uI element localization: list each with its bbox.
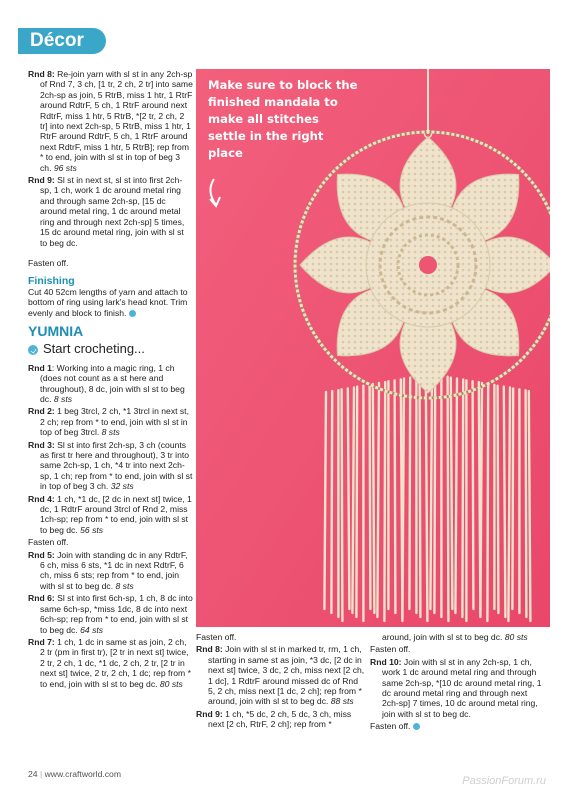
- fasten-off-text-4: Fasten off.: [370, 644, 411, 655]
- fringe-strand: [331, 391, 332, 613]
- round-7-instruction: Rnd 7: 1 ch, 1 dc in same st as join, 2 ch, 2 tr (pm in first tr), [2 tr in next st] twice, 2 tr, 2 ch, 1 dc, *1 dc, 2 ch, 2 tr, [2 tr in next st] twice, 2 tr, 2 ch, 1 dc; rep from * to end, join with sl st to beg dc. 80 sts: [28, 636, 191, 689]
- finishing-heading: Finishing: [28, 275, 75, 288]
- round-6-instruction: Rnd 6: Sl st into first 6ch-sp, 1 ch, 8 dc into same 6ch-sp, *miss 1dc, 8 dc into next 6ch-sp; rep from * to end, join with sl st to beg dc. 64 sts: [28, 593, 193, 635]
- round-1-instruction: Rnd 1: Working into a magic ring, 1 ch (does not count as a st here and throughout), 8 dc, join with sl st to beg dc. 8 sts: [28, 362, 185, 404]
- fringe-strand: [342, 389, 343, 621]
- fringe-strand: [356, 387, 357, 617]
- start-crocheting-heading: Start crocheting...: [28, 344, 193, 354]
- round-9-instruction: Rnd 9: Sl st in next st, sl st into first 2ch-sp, 1 ch, work 1 dc around metal ring and through same 2ch-sp, [15 dc around metal ring, 1 dc around metal ring and through next 2ch-sp] 5 times, 15 dc around metal ring, join with sl st to beg dc.: [28, 175, 185, 248]
- page-footer: 24 | www.craftworld.com: [28, 769, 121, 779]
- fringe-strand: [487, 384, 488, 621]
- round-2-instruction: Rnd 2: 1 beg 3trcl, 2 ch, *1 3trcl in next st, 2 ch; rep from * to end, join with sl st in top of beg 3trcl. 8 sts: [28, 406, 189, 438]
- left-column: [28, 69, 193, 691]
- fringe-strand: [434, 375, 435, 613]
- fasten-off-text-3: Fasten off.: [196, 632, 237, 642]
- section-tab: [18, 28, 106, 54]
- fringe-strand: [448, 377, 449, 621]
- fringe-strand: [402, 379, 404, 622]
- fringe-strand: [352, 388, 354, 614]
- fringe-strand: [377, 383, 379, 617]
- round-10-instruction: Rnd 10: Join with sl st in any 2ch-sp, 1 ch, work 1 dc around metal ring and through same 2ch-sp, *[10 dc around metal ring, 1 dc around metal ring and through next 2ch-sp] 7 times, 10 dc around metal ring, join with sl st to beg dc.: [370, 656, 542, 719]
- fringe-strand: [504, 387, 506, 617]
- fringe-strand: [409, 378, 410, 609]
- right-column: [370, 632, 542, 734]
- watermark: PassionForum.ru: [462, 775, 546, 787]
- website-link[interactable]: www.craftworld.com: [44, 769, 121, 779]
- fringe-strand: [498, 386, 499, 613]
- section-title: Décor: [30, 30, 84, 51]
- fringe-strand: [324, 392, 326, 609]
- dreamcatcher-photo: [196, 69, 550, 627]
- fringe-strand: [384, 382, 385, 621]
- fringe-strand: [451, 378, 453, 609]
- end-mark-icon-2: [413, 723, 420, 730]
- final-fasten-off: Fasten off.: [370, 721, 542, 731]
- fringe-strand: [480, 383, 482, 617]
- end-mark-icon: [129, 310, 136, 317]
- fringe-strand: [529, 391, 531, 621]
- fringe-strand: [462, 379, 463, 617]
- fringe-strand: [526, 390, 527, 617]
- finishing-text: Cut 40 52cm lengths of yarn and attach to bottom of ring using lark's head knot. Trim evenly and block to finish.: [28, 286, 188, 318]
- fringe-strand: [426, 375, 428, 621]
- round-9-continuation: around, join with sl st to beg dc. 80 sts: [382, 632, 528, 642]
- round-8-instruction-b: Rnd 8: Join with sl st in marked tr, rm, 1 ch, starting in same st as join, *3 dc, [2 dc in next st] twice, 3 dc, 2 ch, miss next [2 ch, 1 dc], 1 RdtrF around missed dc of Rnd 5, 2 ch, miss next [1 dc, 2 ch]; rep from * around, join with sl st to beg dc. 88 sts: [196, 644, 365, 707]
- round-3-instruction: Rnd 3: Sl st into first 2ch-sp, 3 ch (counts as first tr here and throughout), 3 tr into same 2ch-sp, 1 ch, *4 tr into next 2ch-sp, 1 ch; rep from * to end, join with sl st in top of beg 3 ch. 32 sts: [28, 439, 193, 492]
- fringe-strand: [373, 384, 375, 613]
- round-5-instruction: Rnd 5: Join with standing dc in any RdtrF, 6 ch, miss 6 sts, *1 dc in next RdtrF, 6 ch, miss 6 sts; rep from * to end, join with sl st to beg dc. 8 sts: [28, 549, 188, 591]
- round-9-instruction-b: Rnd 9: 1 ch, *5 dc, 2 ch, 5 dc, 3 ch, miss next [2 ch, RtrF, 2 ch]; rep from *: [196, 708, 352, 730]
- fringe-strand: [512, 388, 513, 609]
- fringe-strand: [370, 385, 371, 609]
- photo-caption: Make sure to block the finished mandala to make all stitches settle in the right place: [208, 78, 358, 160]
- fasten-off-text-2: Fasten off.: [28, 537, 69, 548]
- round-8-instruction: Rnd 8: Re-join yarn with sl st in any 2ch-sp of Rnd 7, 3 ch, [1 tr, 2 ch, 2 tr] into same 2ch-sp as join, 5 RtrB, miss 1 htr, 1 RtrF around RdtrF, 5 ch, 1 RtrF around next RdtrF, miss 1 htr, 5 RtrB, *[2 tr, 2 ch, 2 tr] into next 2ch-sp, 5 RtrB, miss 1 htr, 1 RtrF around RdtrF, 5 ch, 1 RtrF around next RdtrF, miss 1 htr, 5 RtrB]; rep from * to end, join with sl st in top of beg 3 ch. 96 sts: [28, 69, 193, 173]
- middle-column: [196, 632, 366, 732]
- check-circle-icon: [28, 345, 38, 355]
- pattern-heading: YUMNIA: [28, 322, 84, 339]
- fringe-strand: [395, 380, 396, 613]
- fasten-off-text: Fasten off.: [28, 257, 69, 268]
- round-4-instruction: Rnd 4: 1 ch, *1 dc, [2 dc in next st] twice, 1 dc, 1 RdtrF around 3trcl of Rnd 2, miss 1ch-sp; rep from * to end, join with sl st to beg dc. 56 sts: [28, 493, 192, 535]
- fringe-strand: [348, 388, 350, 609]
- fringe-strand: [473, 381, 474, 609]
- fringe-strand: [455, 379, 457, 614]
- fringe-strand: [508, 388, 510, 622]
- fringe-strand: [420, 376, 421, 617]
- fringe-strand: [430, 374, 432, 609]
- page-number: 24: [28, 769, 38, 779]
